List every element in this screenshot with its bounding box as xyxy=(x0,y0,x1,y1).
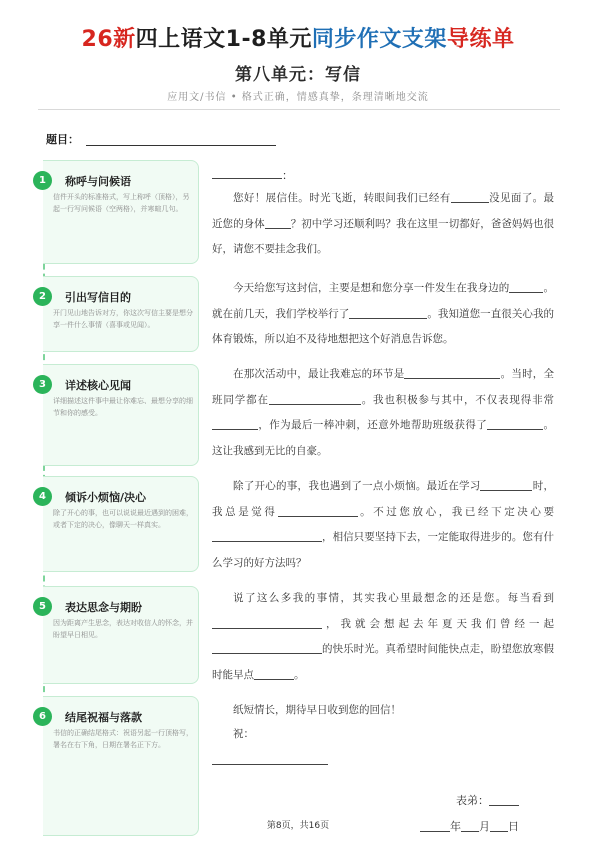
blessing-blank-line[interactable] xyxy=(212,764,328,765)
step-title: 称呼与问候语 xyxy=(65,175,131,188)
title-part-3: 同步作文支架 xyxy=(311,27,447,52)
fill-blank[interactable] xyxy=(212,528,322,542)
fill-blank[interactable] xyxy=(278,503,358,517)
fill-blank[interactable] xyxy=(509,279,543,293)
month-blank[interactable] xyxy=(461,818,479,832)
fill-blank[interactable] xyxy=(212,640,322,654)
salutation-blank[interactable] xyxy=(212,166,282,179)
step-number: 2 xyxy=(33,287,52,306)
step-card-6 xyxy=(39,696,199,836)
fill-blank[interactable] xyxy=(404,365,500,379)
step-title: 倾诉小烦恼/决心 xyxy=(65,491,147,504)
closing-remark: 纸短情长，期待早日收到您的回信！ xyxy=(233,704,401,716)
fill-blank[interactable] xyxy=(265,215,291,229)
step-card-3 xyxy=(39,364,199,466)
day-blank[interactable] xyxy=(490,818,508,832)
step-number: 1 xyxy=(33,171,52,190)
step-card-1 xyxy=(39,160,199,264)
letter-paragraph-5: 说了这么多我的事情，其实我心里最想念的还是您。每当看到，我就会想起去年夏天我们曾经一起的快乐时光。真希望时间能快点走，盼望您放寒假时能早点 。 xyxy=(212,592,554,681)
header-divider xyxy=(38,109,560,110)
step-title: 表达思念与期盼 xyxy=(65,601,142,614)
date-row: 年 月 日 xyxy=(420,818,519,834)
page-number: 第8页，共16页 xyxy=(266,821,330,831)
topic-label: 题目： xyxy=(46,133,79,146)
letter-paragraph-2: 今天给您写这封信，主要是想和您分享一件发生在我身边的 。就在前几天，我们学校举行了 。我知道您一直很关心我的体育锻炼，所以迫不及待地想把这个好消息告诉您。 xyxy=(212,276,554,353)
letter-paragraph-4: 除了开心的事，我也遇到了一点小烦恼。最近在学习 时，我总是觉得 。不过您放心，我已经下定决心要，相信只要坚持下去，一定能取得进步的。您有什么学习的好方法吗？ xyxy=(212,474,554,576)
fill-blank[interactable] xyxy=(480,477,532,491)
step-card-2 xyxy=(39,276,199,352)
step-title: 详述核心见闻 xyxy=(65,379,131,392)
fill-blank[interactable] xyxy=(212,416,258,430)
signature-blank[interactable] xyxy=(489,792,519,806)
title-part-1: 26新 xyxy=(81,27,136,52)
letter-salutation: ： xyxy=(212,166,293,183)
fill-blank[interactable] xyxy=(254,666,294,680)
fill-blank[interactable] xyxy=(487,416,543,430)
step-description: 开门见山地告诉对方，你这次写信主要是想分享一件什么事情（喜事或见闻）。 xyxy=(53,309,193,329)
topic-input-line[interactable] xyxy=(86,145,276,146)
step-card-5 xyxy=(39,586,199,684)
letter-paragraph-1: 您好！展信佳。时光飞逝，转眼间我们已经有 没见面了。最近您的身体 ？初中学习还顺利吗？我在这里一切都好，爸爸妈妈也很好，请您不要挂念我们。 xyxy=(212,186,554,263)
fill-blank[interactable] xyxy=(451,189,489,203)
step-description: 信件开头的标准格式，写上称呼（顶格），另起一行写问候语（空两格），并寒暄几句。 xyxy=(53,193,190,213)
title-part-4: 导练单 xyxy=(446,27,515,52)
step-number: 4 xyxy=(33,487,52,506)
fill-blank[interactable] xyxy=(269,391,361,405)
page-title xyxy=(0,22,596,53)
step-card-4 xyxy=(39,476,199,572)
step-title: 引出写信目的 xyxy=(65,291,131,304)
step-description: 详细描述这件事中最让你难忘、最想分享的细节和你的感受。 xyxy=(53,397,193,417)
step-number: 3 xyxy=(33,375,52,394)
letter-paragraph-3: 在那次活动中，最让我难忘的环节是 。当时，全班同学都在 。我也积极参与其中，不仅表现得非常，作为最后一棒冲刺，还意外地帮助班级获得了 。这让我感到无比的自豪。 xyxy=(212,362,554,464)
step-description: 因为距离产生思念，表达对收信人的怀念，并盼望早日相见。 xyxy=(53,619,193,639)
step-description: 书信的正确结尾格式：祝语另起一行顶格写，署名在右下角，日期在署名正下方。 xyxy=(53,729,193,749)
unit-subtitle: 第八单元：写信 xyxy=(235,65,361,85)
step-number: 5 xyxy=(33,597,52,616)
fill-blank[interactable] xyxy=(349,305,427,319)
fill-blank[interactable] xyxy=(212,615,322,629)
tagline: 应用文/书信 • 格式正确，情感真挚，条理清晰地交流 xyxy=(167,92,429,103)
signature-area: 表弟： xyxy=(456,792,519,808)
year-blank[interactable] xyxy=(420,818,450,832)
step-number: 6 xyxy=(33,707,52,726)
letter-closing xyxy=(212,698,552,746)
step-title: 结尾祝福与落款 xyxy=(65,711,142,724)
step-description: 除了开心的事，也可以说说最近遇到的困难，或者下定的决心，像聊天一样真实。 xyxy=(53,509,193,529)
blessing-label: 祝： xyxy=(233,728,254,740)
title-part-2: 四上语文1-8单元 xyxy=(135,27,312,52)
